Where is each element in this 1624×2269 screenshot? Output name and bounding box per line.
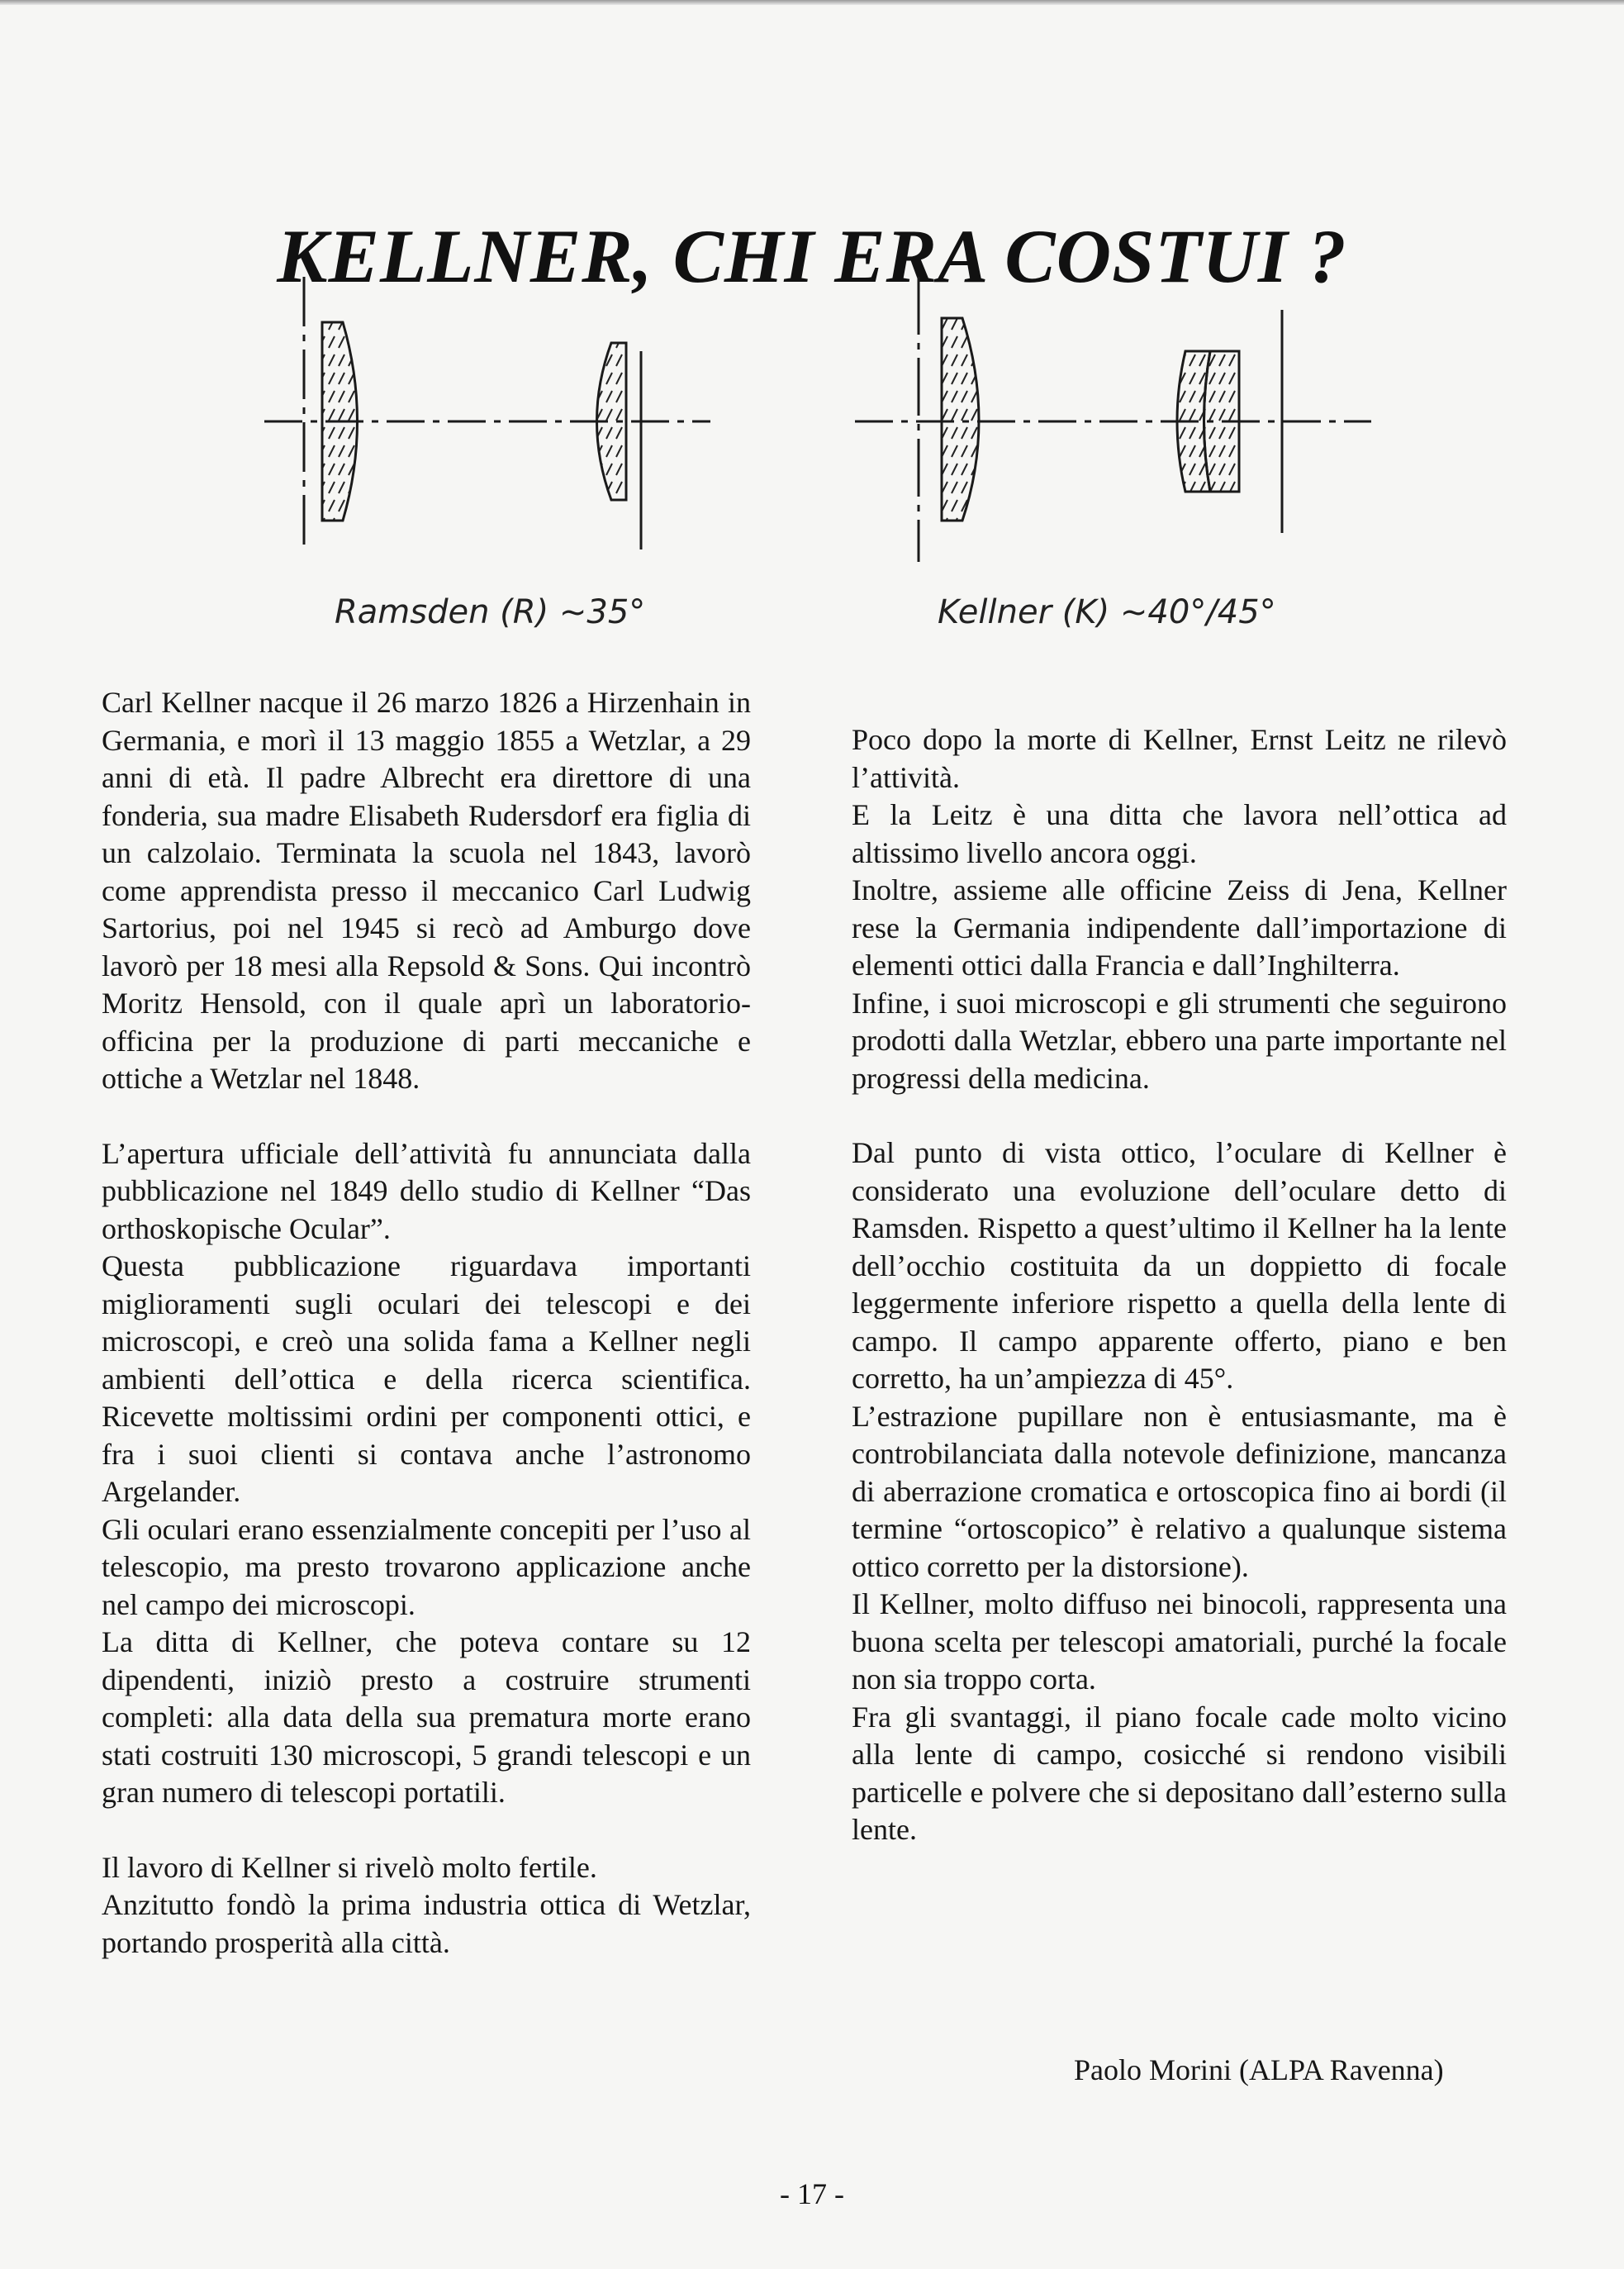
paragraph-gap [852, 1097, 1507, 1134]
paragraph-gap [102, 1812, 751, 1849]
paragraph: Infine, i suoi microscopi e gli strumenti che seguirono prodotti dalla Wetzlar, ebbero una parte importante nel progressi della medicina. [852, 986, 1507, 1095]
paragraph: Il lavoro di Kellner si rivelò molto fertile. [102, 1850, 597, 1884]
paragraph: La ditta di Kellner, che poteva contare su 12 dipendenti, iniziò presto a costruire strumenti completi: alla data della sua prematura morte erano stati costruiti 130 microscopi, 5 grandi telescopi e un gran numero di telescopi portatili. [102, 1625, 751, 1809]
eye-lens [597, 343, 627, 500]
page-number: - 17 - [780, 2177, 844, 2210]
kellner-caption: Kellner (K) ~40°/45° [938, 593, 1276, 631]
field-lens [942, 318, 979, 521]
right-column [852, 721, 1507, 1849]
paragraph: L’apertura ufficiale dell’attività fu annunciata dalla pubblicazione nel 1849 dello studio di Kellner “Das orthoskopische Ocular”. [102, 1136, 751, 1245]
author-signature: Paolo Morini (ALPA Ravenna) [1074, 2053, 1444, 2086]
paragraph: E la Leitz è una ditta che lavora nell’ottica ad altissimo livello ancora oggi. [852, 798, 1507, 869]
paragraph: Poco dopo la morte di Kellner, Ernst Leitz ne rilevò l’attività. [852, 723, 1507, 794]
paragraph: Anzitutto fondò la prima industria ottica di Wetzlar, portando prosperità alla città. [102, 1888, 751, 1959]
paragraph: Il Kellner, molto diffuso nei binocoli, rappresenta una buona scelta per telescopi amatoriali, purché la focale non sia troppo corta. [852, 1587, 1507, 1696]
left-column [102, 684, 751, 1962]
paragraph: Dal punto di vista ottico, l’oculare di Kellner è considerato una evoluzione dell’oculare detto di Ramsden. Rispetto a quest’ultimo il Kellner ha la lente dell’occhio costituita da un doppietto di focale leggermente inferiore rispetto a quella della lente di campo. Il campo apparente offerto, piano e ben corretto, ha un’ampiezza di 45°. [852, 1136, 1507, 1395]
ramsden-caption: Ramsden (R) ~35° [335, 593, 646, 631]
paragraph: Inoltre, assieme alle officine Zeiss di Jena, Kellner rese la Germania indipendente dall’importazione di elementi ottici dalla Francia e dall’Inghilterra. [852, 873, 1507, 982]
paragraph: Fra gli svantaggi, il piano focale cade molto vicino alla lente di campo, cosicché si rendono visibili particelle e polvere che si depositano dall’esterno sulla lente. [852, 1700, 1507, 1846]
field-lens [322, 322, 358, 521]
paragraph-gap [102, 1098, 751, 1135]
paragraph: Carl Kellner nacque il 26 marzo 1826 a Hirzenhain in Germania, e morì il 13 maggio 1855 a Wetzlar, a 29 anni di età. Il padre Albrecht era direttore di una fonderia, sua madre Elisabeth Rudersdorf era figlia di un calzolaio. Terminata la scuola nel 1843, lavorò come apprendista presso il meccanico Carl Ludwig Sartorius, poi nel 1945 si recò ad Amburgo dove lavorò per 18 mesi alla Repsold & Sons. Qui incontrò Moritz Hensold, con il quale aprì un laboratorio-officina per la produzione di parti meccaniche e ottiche a Wetzlar nel 1848. [102, 686, 751, 1095]
paragraph: L’estrazione pupillare non è entusiasmante, ma è controbilanciata dalla notevole definizione, mancanza di aberrazione cromatica e ortoscopica fino ai bordi (il termine “ortoscopico” è relativo a qualunque sistema ottico corretto per la distorsione). [852, 1399, 1507, 1583]
eye-doublet-flint [1204, 351, 1240, 492]
scan-top-edge [0, 0, 1624, 5]
paragraph: Gli oculari erano essenzialmente concepiti per l’uso al telescopio, ma presto trovarono applicazione anche nel campo dei microscopi. [102, 1512, 751, 1621]
article-title: KELLNER, CHI ERA COSTUI ? [277, 213, 1347, 298]
kellner-diagram [851, 260, 1379, 574]
paragraph: Questa pubblicazione riguardava importanti miglioramenti sugli oculari dei telescopi e dei microscopi, e creò una solida fama a Kellner negli ambienti dell’ottica e della ricerca scientifica. Ricevette moltissimi ordini per componenti ottici, e fra i suoi clienti si contava anche l’astronomo Argelander. [102, 1249, 751, 1508]
ramsden-diagram [248, 260, 727, 574]
